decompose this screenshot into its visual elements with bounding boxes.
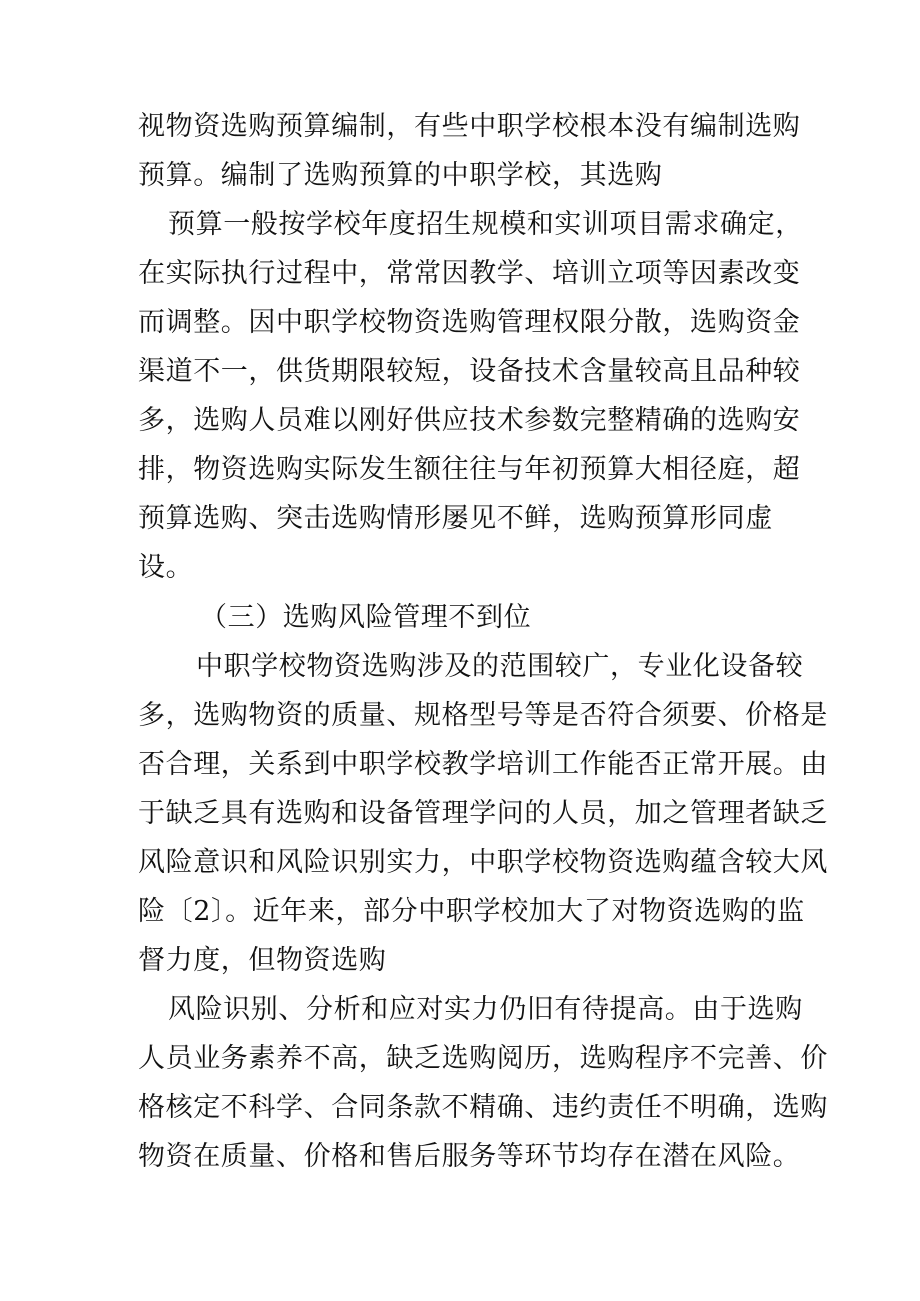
text-line-17: 险〔2〕。近年来，部分中职学校加大了对物资选购的监: [138, 896, 805, 927]
text-line-2: 预算。编制了选购预算的中职学校，其选购: [138, 160, 663, 191]
text-line-6: 渠道不一，供货期限较短，设备技术含量较高且品种较: [138, 356, 801, 387]
text-line-3: 预算一般按学校年度招生规模和实训项目需求确定，: [168, 209, 803, 240]
text-line-7: 多，选购人员难以刚好供应技术参数完整精确的选购安: [138, 405, 801, 436]
text-line-13: 多，选购物资的质量、规格型号等是否符合须要、价格是: [138, 700, 828, 731]
text-line-12: 中职学校物资选购涉及的范围较广，专业化设备较: [196, 651, 804, 682]
text-line-21: 格核定不科学、合同条款不精确、违约责任不明确，选购: [138, 1092, 828, 1123]
text-line-19: 风险识别、分析和应对实力仍旧有待提高。由于选购: [168, 994, 803, 1025]
text-line-16: 风险意识和风险识别实力，中职学校物资选购蕴含较大风: [138, 847, 828, 878]
text-line-18: 督力度，但物资选购: [138, 945, 387, 976]
text-line-20: 人员业务素养不高，缺乏选购阅历，选购程序不完善、价: [138, 1043, 828, 1074]
text-line-14: 否合理，关系到中职学校教学培训工作能否正常开展。由: [138, 749, 828, 780]
text-line-4: 在实际执行过程中，常常因教学、培训立项等因素改变: [138, 258, 801, 289]
text-line-15: 于缺乏具有选购和设备管理学问的人员，加之管理者缺乏: [138, 798, 828, 829]
text-line-8: 排，物资选购实际发生额往往与年初预算大相径庭，超: [138, 454, 801, 485]
text-line-9: 预算选购、突击选购情形屡见不鲜，选购预算形同虚: [138, 503, 773, 534]
section-heading: （三）选购风险管理不到位: [200, 602, 532, 633]
text-line-5: 而调整。因中职学校物资选购管理权限分散，选购资金: [138, 307, 801, 338]
text-line-10: 设。: [138, 552, 194, 583]
text-line-1: 视物资选购预算编制，有些中职学校根本没有编制选购: [138, 111, 801, 142]
text-line-22: 物资在质量、价格和售后服务等环节均存在潜在风险。: [138, 1141, 801, 1172]
